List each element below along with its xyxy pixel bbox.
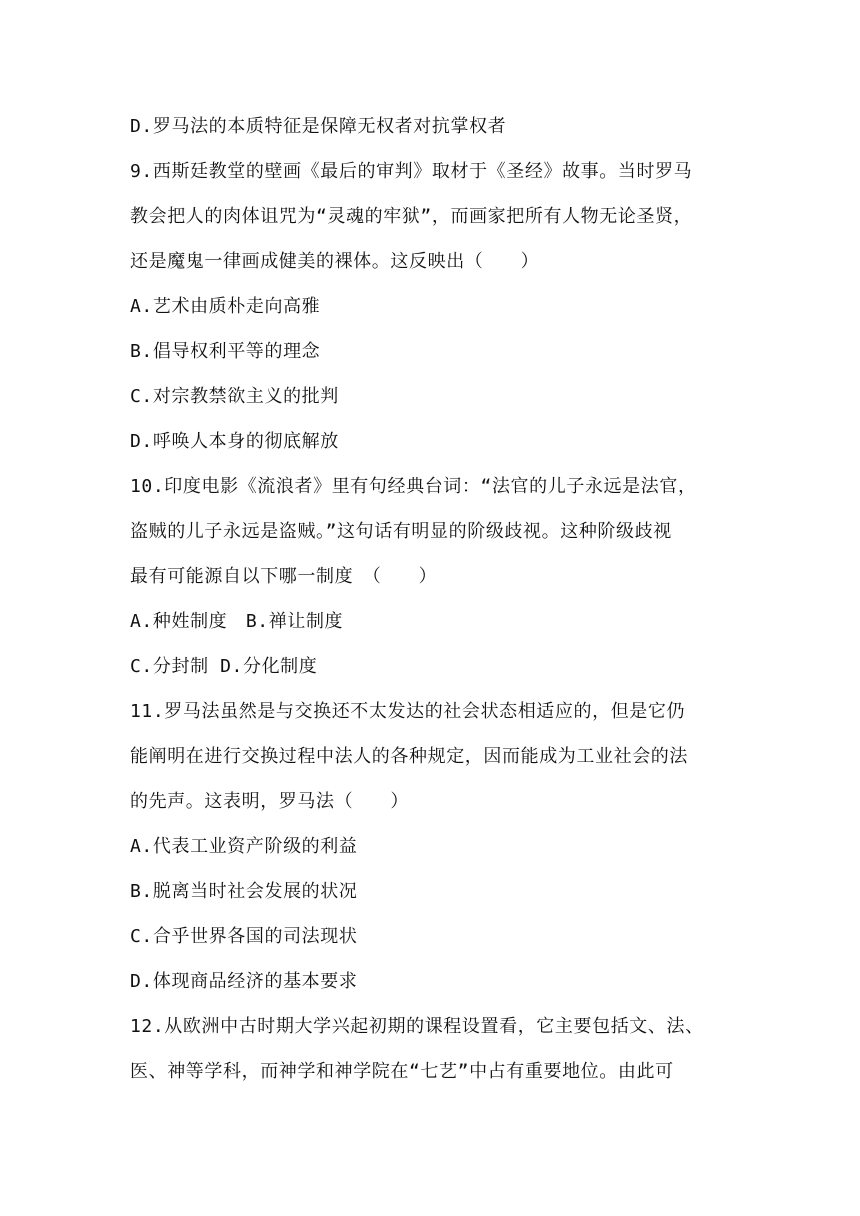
option-9d: D.呼唤人本身的彻底解放 bbox=[130, 431, 339, 452]
question-10-line-3: 最有可能源自以下哪一制度 （ ） bbox=[130, 566, 438, 587]
question-11-line-1: 11.罗马法虽然是与交换还不太发达的社会状态相适应的，但是它仍 bbox=[130, 701, 686, 722]
question-11-line-2: 能阐明在进行交换过程中法人的各种规定，因而能成为工业社会的法 bbox=[130, 746, 688, 767]
option-11a: A.代表工业资产阶级的利益 bbox=[130, 836, 358, 857]
question-11-line-3: 的先声。这表明，罗马法（ ） bbox=[130, 791, 409, 812]
option-9a: A.艺术由质朴走向高雅 bbox=[130, 296, 321, 317]
question-9-line-3: 还是魔鬼一律画成健美的裸体。这反映出（ ） bbox=[130, 251, 540, 272]
option-8d: D.罗马法的本质特征是保障无权者对抗掌权者 bbox=[130, 116, 507, 137]
option-11c: C.合乎世界各国的司法现状 bbox=[130, 926, 358, 947]
options-10ab: A.种姓制度 B.禅让制度 bbox=[130, 611, 344, 632]
option-11d: D.体现商品经济的基本要求 bbox=[130, 971, 358, 992]
question-9-line-2: 教会把人的肉体诅咒为“灵魂的牢狱”，而画家把所有人物无论圣贤， bbox=[130, 206, 693, 227]
options-10cd: C.分封制 D.分化制度 bbox=[130, 656, 318, 677]
question-10-line-1: 10.印度电影《流浪者》里有句经典台词：“法官的儿子永远是法官， bbox=[130, 476, 697, 497]
question-9-line-1: 9.西斯廷教堂的壁画《最后的审判》取材于《圣经》故事。当时罗马 bbox=[130, 161, 693, 182]
question-12-line-2: 医、神等学科，而神学和神学院在“七艺”中占有重要地位。由此可 bbox=[130, 1061, 674, 1082]
question-10-line-2: 盗贼的儿子永远是盗贼。”这句话有明显的阶级歧视。这种阶级歧视 bbox=[130, 521, 672, 542]
option-11b: B.脱离当时社会发展的状况 bbox=[130, 881, 358, 902]
option-9c: C.对宗教禁欲主义的批判 bbox=[130, 386, 339, 407]
option-9b: B.倡导权利平等的理念 bbox=[130, 341, 321, 362]
question-12-line-1: 12.从欧洲中古时期大学兴起初期的课程设置看，它主要包括文、法、 bbox=[130, 1016, 704, 1037]
